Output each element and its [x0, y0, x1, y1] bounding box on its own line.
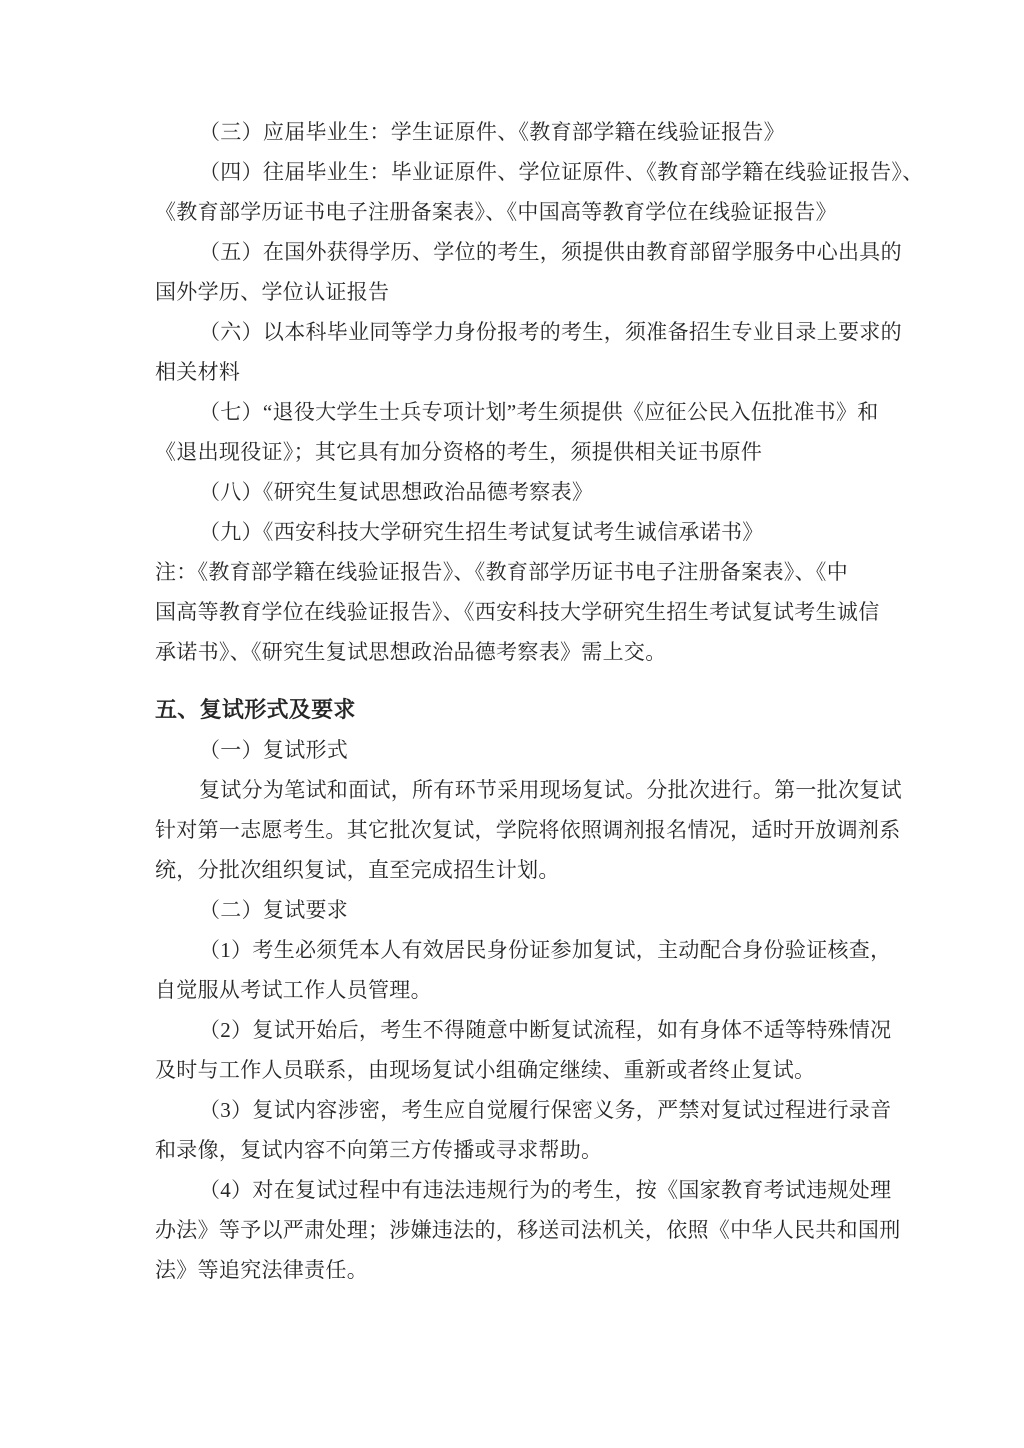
doc-line: （一）复试形式 [199, 738, 349, 762]
document-text-block [155, 112, 924, 1290]
doc-line: （七）“退役大学生士兵专项计划”考生须提供《应征公民入伍批准书》和 [199, 400, 879, 424]
doc-line: 国高等教育学位在线验证报告》、《西安科技大学研究生招生考试复试考生诚信 [155, 600, 880, 624]
doc-line: （四）往届毕业生：毕业证原件、学位证原件、《教育部学籍在线验证报告》、 [199, 160, 924, 184]
doc-line: （4）对在复试过程中有违法违规行为的考生，按《国家教育考试违规处理 [199, 1178, 892, 1202]
doc-line: 法》等追究法律责任。 [155, 1258, 368, 1282]
doc-line: （2）复试开始后，考生不得随意中断复试流程，如有身体不适等特殊情况 [199, 1018, 892, 1042]
doc-line: 和录像，复试内容不向第三方传播或寻求帮助。 [155, 1138, 603, 1162]
doc-line: （二）复试要求 [199, 898, 349, 922]
doc-line: 《退出现役证》；其它具有加分资格的考生，须提供相关证书原件 [155, 440, 763, 464]
doc-line: （1）考生必须凭本人有效居民身份证参加复试，主动配合身份验证核查， [199, 938, 892, 962]
doc-line: （3）复试内容涉密，考生应自觉履行保密义务，严禁对复试过程进行录音 [199, 1098, 892, 1122]
doc-line: 及时与工作人员联系，由现场复试小组确定继续、重新或者终止复试。 [155, 1058, 816, 1082]
doc-line: 《教育部学历证书电子注册备案表》、《中国高等教育学位在线验证报告》 [155, 200, 837, 224]
doc-line: （八）《研究生复试思想政治品德考察表》 [199, 480, 594, 504]
doc-line: 针对第一志愿考生。其它批次复试，学院将依照调剂报名情况，适时开放调剂系 [155, 818, 901, 842]
doc-line: 复试分为笔试和面试，所有环节采用现场复试。分批次进行。第一批次复试 [199, 778, 902, 802]
doc-line: 统，分批次组织复试，直至完成招生计划。 [155, 858, 560, 882]
doc-line: 注：《教育部学籍在线验证报告》、《教育部学历证书电子注册备案表》、《中 [155, 560, 848, 584]
doc-line: 相关材料 [155, 360, 241, 384]
doc-line: （五）在国外获得学历、学位的考生，须提供由教育部留学服务中心出具的 [199, 240, 902, 264]
doc-line: （三）应届毕业生：学生证原件、《教育部学籍在线验证报告》 [199, 120, 785, 144]
doc-line: （六）以本科毕业同等学力身份报考的考生，须准备招生专业目录上要求的 [199, 320, 902, 344]
doc-line: （九）《西安科技大学研究生招生考试复试考生诚信承诺书》 [199, 520, 764, 544]
doc-line: 承诺书》、《研究生复试思想政治品德考察表》需上交。 [155, 640, 667, 664]
doc-line: 国外学历、学位认证报告 [155, 280, 390, 304]
doc-line: 自觉服从考试工作人员管理。 [155, 978, 432, 1002]
doc-line: 办法》等予以严肃处理；涉嫌违法的，移送司法机关，依照《中华人民共和国刑 [155, 1218, 901, 1242]
section-heading: 五、复试形式及要求 [155, 697, 356, 722]
